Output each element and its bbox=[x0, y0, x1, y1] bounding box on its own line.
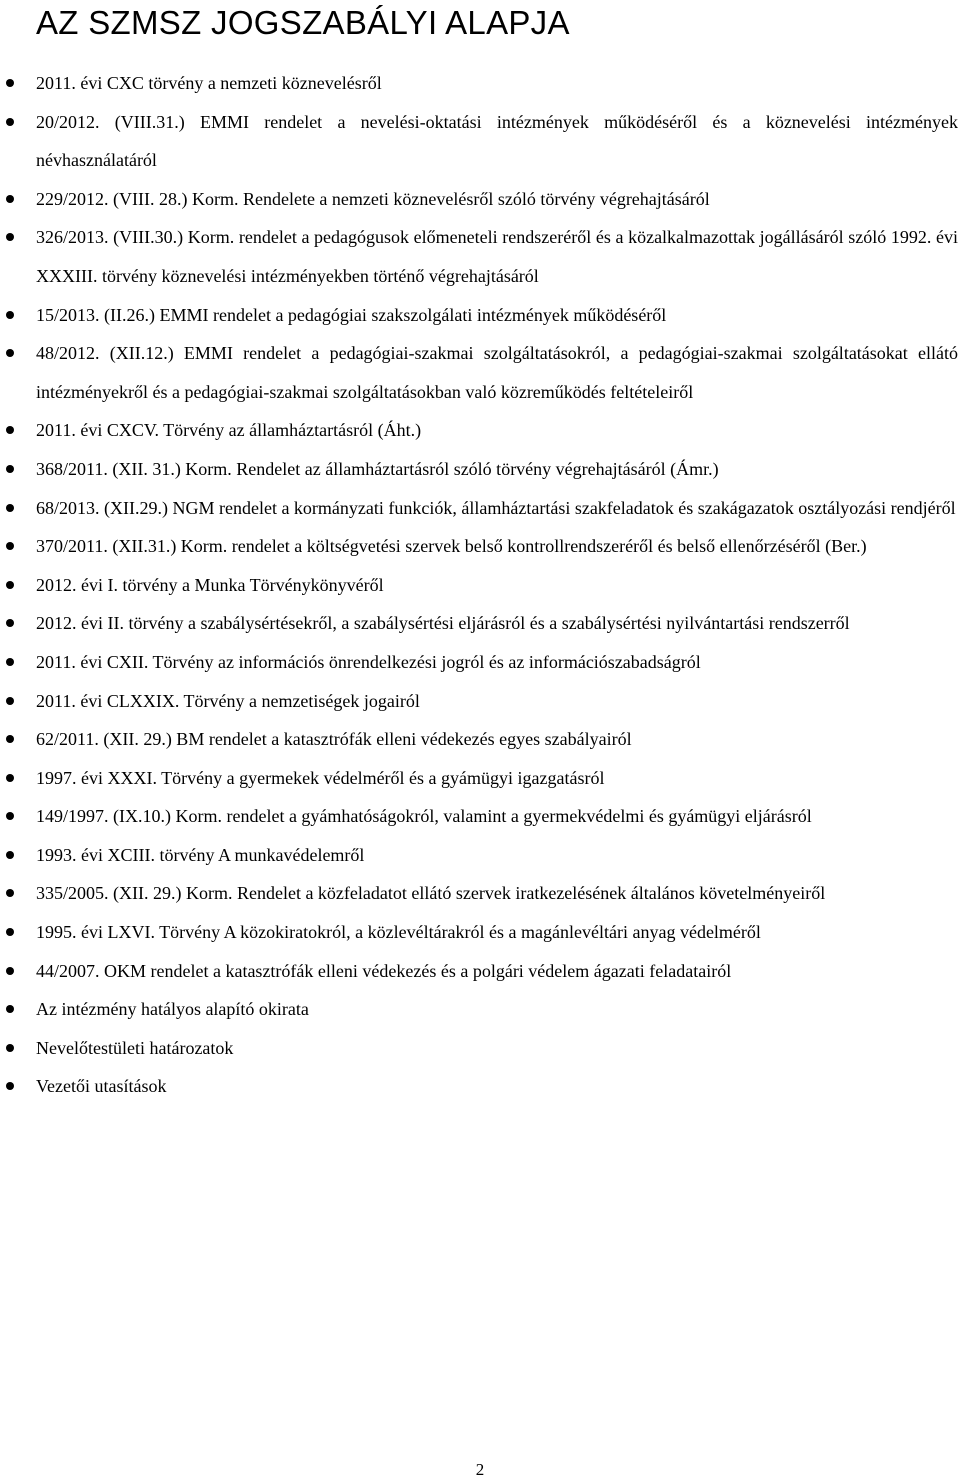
bullet-icon bbox=[6, 1082, 14, 1090]
list-item bbox=[0, 797, 960, 836]
list-item-text: 2012. évi II. törvény a szabálysértésekről, a szabálysértési eljárásról és a szabálysértési nyilvántartási rendszerről bbox=[36, 613, 850, 634]
list-item bbox=[0, 604, 960, 643]
list-item-text: 335/2005. (XII. 29.) Korm. Rendelet a közfeladatot ellátó szervek iratkezelésének általános követelményeiről bbox=[36, 883, 826, 904]
list-item bbox=[0, 1029, 960, 1068]
list-item-text: 44/2007. OKM rendelet a katasztrófák elleni védekezés és a polgári védelem ágazati feladatairól bbox=[36, 960, 732, 981]
bullet-icon bbox=[6, 581, 14, 589]
list-item bbox=[0, 952, 960, 991]
document-title: AZ SZMSZ JOGSZABÁLYI ALAPJA bbox=[36, 4, 570, 41]
list-item-text: 15/2013. (II.26.) EMMI rendelet a pedagógiai szakszolgálati intézmények működéséről bbox=[36, 304, 667, 325]
bullet-icon bbox=[6, 967, 14, 975]
list-item bbox=[0, 103, 960, 180]
bullet-icon bbox=[6, 426, 14, 434]
bullet-icon bbox=[6, 311, 14, 319]
bullet-icon bbox=[6, 928, 14, 936]
list-item-text: 2011. évi CXC törvény a nemzeti köznevelésről bbox=[36, 73, 382, 93]
list-item-text: 2011. évi CXCV. Törvény az államháztartásról (Áht.) bbox=[36, 420, 422, 441]
list-item bbox=[0, 643, 960, 682]
bullet-icon bbox=[6, 697, 14, 705]
list-item-text: 1995. évi LXVI. Törvény A közokiratokról, a közlevéltárakról és a magánlevéltári anyag védelméről bbox=[36, 922, 761, 943]
list-item-text: 48/2012. (XII.12.) EMMI rendelet a pedagógiai-szakmai szolgáltatásokról, a pedagógiai-szakmai szolgáltatásokat ellátó intézményekről és a pedagógiai-szakmai szolgáltatásokban való közreműködés feltételeiről bbox=[36, 343, 958, 402]
bullet-icon bbox=[6, 735, 14, 743]
bullet-icon bbox=[6, 1044, 14, 1052]
list-item bbox=[0, 836, 960, 875]
list-item bbox=[0, 759, 960, 798]
bullet-icon bbox=[6, 619, 14, 627]
bullet-icon bbox=[6, 542, 14, 550]
list-item bbox=[0, 566, 960, 605]
list-item-text: Vezetői utasítások bbox=[36, 1076, 167, 1097]
bullet-icon bbox=[6, 774, 14, 782]
list-item bbox=[0, 527, 960, 566]
list-item-text: 2011. évi CXII. Törvény az információs önrendelkezési jogról és az információszabadságról bbox=[36, 651, 701, 672]
list-item-text: 2012. évi I. törvény a Munka Törvénykönyvéről bbox=[36, 574, 384, 595]
bullet-icon bbox=[6, 812, 14, 820]
list-item-text: 1997. évi XXXI. Törvény a gyermekek védelméről és a gyámügyi igazgatásról bbox=[36, 767, 605, 788]
list-item-text: 370/2011. (XII.31.) Korm. rendelet a költségvetési szervek belső kontrollrendszeréről és belső ellenőrzéséről (Ber.) bbox=[36, 536, 867, 557]
list-item-text: 62/2011. (XII. 29.) BM rendelet a katasztrófák elleni védekezés egyes szabályairól bbox=[36, 729, 632, 750]
list-item-text: 149/1997. (IX.10.) Korm. rendelet a gyámhatóságokról, valamint a gyermekvédelmi és gyámügyi eljárásról bbox=[36, 806, 812, 827]
list-item bbox=[0, 334, 960, 411]
list-item bbox=[0, 682, 960, 721]
bullet-icon bbox=[6, 658, 14, 666]
list-item bbox=[0, 990, 960, 1029]
list-item-text: 20/2012. (VIII.31.) EMMI rendelet a nevelési-oktatási intézmények működéséről és a köznevelési intézmények névhasználatáról bbox=[36, 111, 958, 171]
bullet-icon bbox=[6, 1005, 14, 1013]
list-item-text: 68/2013. (XII.29.) NGM rendelet a kormányzati funkciók, államháztartási szakfeladatok és szakágazatok osztályozási rendjéről bbox=[36, 497, 956, 518]
list-item bbox=[0, 64, 960, 103]
list-item-text: 2011. évi CLXXIX. Törvény a nemzetiségek jogairól bbox=[36, 690, 420, 711]
list-item bbox=[0, 411, 960, 450]
list-item bbox=[0, 913, 960, 952]
list-item bbox=[0, 1067, 960, 1106]
bullet-icon bbox=[6, 79, 14, 87]
list-item bbox=[0, 720, 960, 759]
list-item-text: 326/2013. (VIII.30.) Korm. rendelet a pedagógusok előmeneteli rendszeréről és a közalkalmazottak jogállásáról szóló 1992. évi XXXIII. törvény köznevelési intézményekben történő végrehajtásáról bbox=[36, 227, 958, 286]
bullet-icon bbox=[6, 465, 14, 473]
bullet-icon bbox=[6, 851, 14, 859]
list-item bbox=[0, 180, 960, 219]
page-number: 2 bbox=[475, 1460, 485, 1479]
bullet-icon bbox=[6, 889, 14, 897]
legal-basis-list bbox=[0, 64, 960, 1106]
list-item bbox=[0, 296, 960, 335]
list-item bbox=[0, 489, 960, 528]
list-item-text: Nevelőtestületi határozatok bbox=[36, 1037, 234, 1058]
bullet-icon bbox=[6, 195, 14, 203]
list-item bbox=[0, 874, 960, 913]
bullet-icon bbox=[6, 233, 14, 241]
list-item bbox=[0, 450, 960, 489]
list-item bbox=[0, 218, 960, 295]
list-item-text: 368/2011. (XII. 31.) Korm. Rendelet az államháztartásról szóló törvény végrehajtásáról (Ámr.) bbox=[36, 458, 719, 479]
list-item-text: 229/2012. (VIII. 28.) Korm. Rendelete a nemzeti köznevelésről szóló törvény végrehajtásáról bbox=[36, 188, 710, 209]
list-item-text: Az intézmény hatályos alapító okirata bbox=[36, 999, 309, 1020]
bullet-icon bbox=[6, 349, 14, 357]
bullet-icon bbox=[6, 504, 14, 512]
list-item-text: 1993. évi XCIII. törvény A munkavédelemről bbox=[36, 844, 365, 865]
bullet-icon bbox=[6, 118, 14, 126]
